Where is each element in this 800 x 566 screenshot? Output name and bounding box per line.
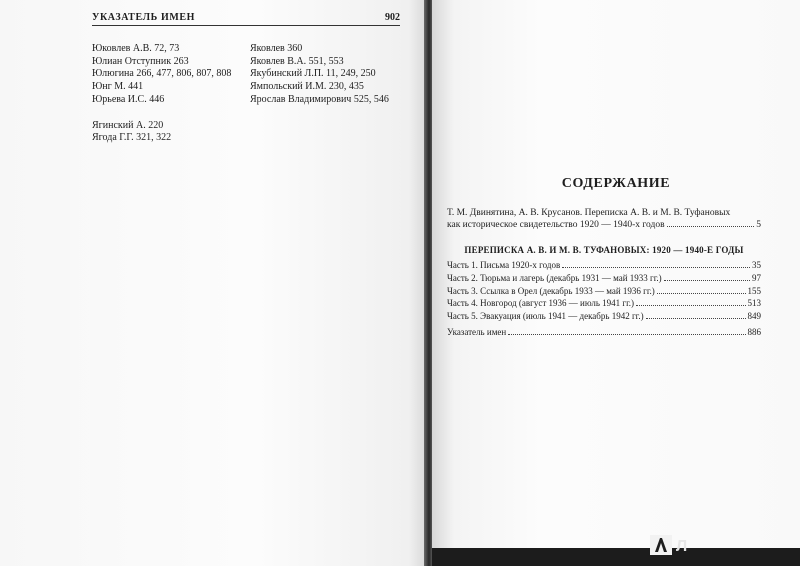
- toc-entry: [447, 272, 761, 285]
- scan-bottom-edge: [432, 548, 800, 566]
- leader-dots: [636, 305, 745, 306]
- toc-entry-label: Часть 1. Письма 1920-х годов: [447, 260, 561, 270]
- index-entry: Ягода Г.Г. 321, 322: [92, 132, 172, 144]
- toc-entry: [447, 285, 761, 298]
- index-entry: Якубинский Л.П. 11, 249, 250: [250, 68, 376, 80]
- toc-entry-label: Часть 3. Ссылка в Орел (декабрь 1933 — май 1936 гг.): [447, 285, 655, 296]
- toc-entry-page: 5: [756, 220, 761, 230]
- watermark-text: Л: [676, 538, 689, 555]
- index-column-1: [92, 43, 231, 145]
- index-entry: Юнг М. 441: [92, 81, 144, 93]
- toc-entry-page: 886: [747, 327, 761, 337]
- index-entry: Ямпольский И.М. 230, 435: [250, 81, 364, 93]
- toc-intro-line2: [447, 219, 761, 231]
- toc-parts-list: [447, 259, 761, 323]
- toc-index-entry: [447, 327, 761, 338]
- watermark-logo-icon: [650, 535, 672, 555]
- index-entry: Яковлев В.А. 551, 553: [250, 55, 344, 67]
- section-heading: ПЕРЕПИСКА А. В. И М. В. ТУФАНОВЫХ: 1920 — 1940-Е ГОДЫ: [464, 245, 744, 255]
- index-entry: Ягинский А. 220: [92, 119, 164, 131]
- toc-entry-label: Часть 2. Тюрьма и лагерь (декабрь 1931 — май 1933 гг.): [447, 272, 662, 283]
- toc-entry-label: Часть 5. Эвакуация (июль 1941 — декабрь 1942 гг.): [447, 311, 644, 322]
- toc-title: СОДЕРЖАНИЕ: [561, 176, 671, 191]
- running-title-text: УКАЗАТЕЛЬ ИМЕН: [92, 12, 196, 23]
- index-entry: Яковлев 360: [250, 43, 303, 54]
- leader-dots: [646, 318, 746, 319]
- index-entry: Юлюгина 266, 477, 806, 807, 808: [92, 68, 232, 80]
- leader-dots: [667, 226, 755, 227]
- leader-dots: [657, 293, 746, 294]
- header-rule: [92, 25, 400, 26]
- index-column-2: [250, 43, 389, 107]
- toc-entry-page: 35: [752, 260, 761, 270]
- letter-gap: [92, 107, 231, 120]
- toc-entry-label: Указатель имен: [447, 327, 507, 337]
- leader-dots: [562, 267, 750, 268]
- toc-entry-label: как историческое свидетельство 1920 — 1940-х годов: [447, 220, 665, 230]
- page-number: 902: [385, 12, 400, 23]
- toc-entry-page: 513: [747, 298, 761, 309]
- index-entry: Ярослав Владимирович 525, 546: [250, 93, 389, 105]
- toc-entry: [447, 310, 761, 323]
- index-entry: Юрьева И.С. 446: [92, 93, 165, 105]
- leader-dots: [508, 334, 745, 335]
- index-entry: Юковлев А.В. 72, 73: [92, 43, 180, 54]
- index-entry: Юлиан Отступник 263: [92, 55, 189, 67]
- toc-entry-label: Часть 4. Новгород (август 1936 — июль 1941 гг.): [447, 298, 635, 309]
- toc-entry: [447, 259, 761, 272]
- running-title: [92, 12, 400, 23]
- toc-entry-page: 155: [747, 285, 761, 296]
- toc-entry: [447, 297, 761, 310]
- toc-entry: [447, 327, 761, 338]
- toc-intro-line1: Т. М. Двинятина, А. В. Крусанов. Переписка А. В. и М. В. Туфановых: [447, 208, 731, 218]
- leader-dots: [664, 280, 750, 281]
- toc-intro: [447, 207, 761, 231]
- toc-entry-page: 849: [747, 311, 761, 322]
- toc-entry-page: 97: [752, 272, 761, 283]
